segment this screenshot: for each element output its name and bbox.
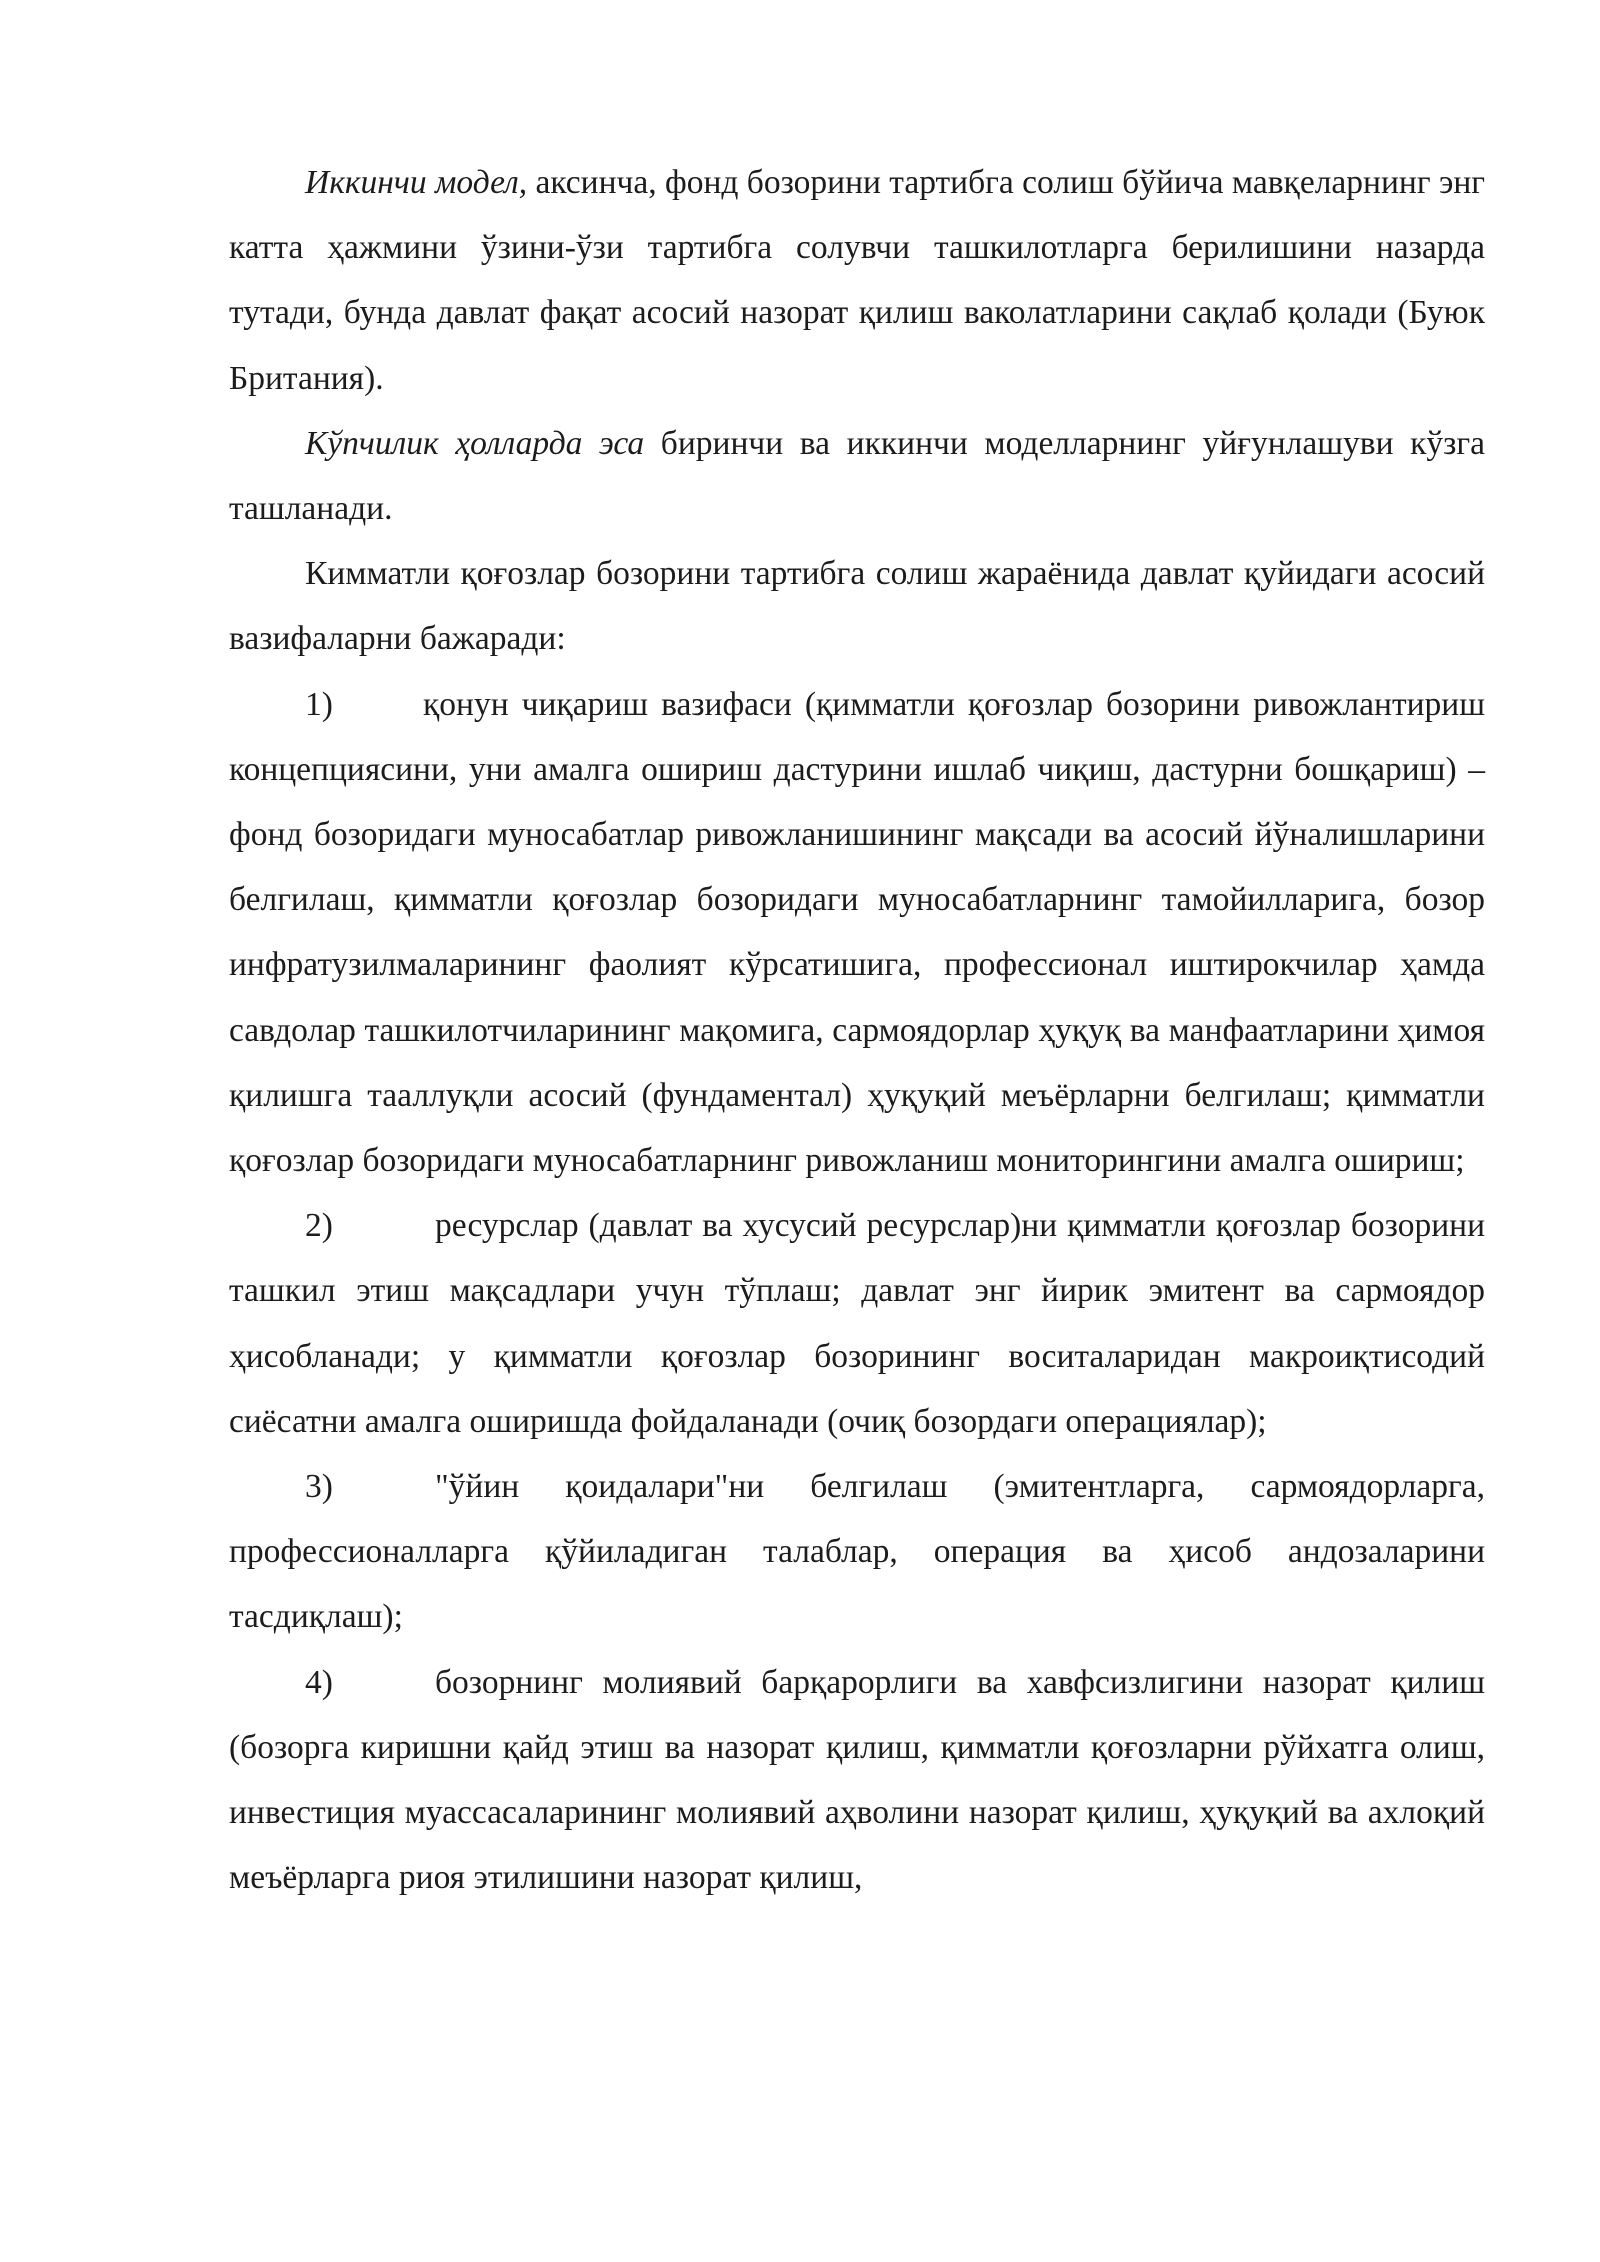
list-item-text: қонун чиқариш вазифаси (қимматли қоғозлар бозорини ривожлантириш концепциясини, уни амалга ошириш дастурини ишлаб чиқиш, дастурни бошқариш) – фонд бозоридаги муносабатлар ривожланишининг мақсади ва асосий йўналишларини белгилаш, қимматли қоғозлар бозоридаги муносабатларнинг тамойилларига, бозор инфратузилмаларининг фаолият кўрсатишига, профессионал иштирокчилар ҳамда савдолар ташкилотчиларининг мақомига, сармоядорлар ҳуқуқ ва манфаатларини ҳимоя қилишга тааллуқли асосий (фундаментал) ҳуқуқий меъёрларни белгилаш; қимматли қоғозлар бозоридаги муносабатларнинг ривожланиш мониторингини амалга ошириш; (229, 685, 1485, 1180)
list-item-number: 3) (305, 1468, 333, 1506)
paragraph-combined-models (229, 411, 1485, 541)
list-item-2 (229, 1193, 1485, 1454)
paragraph-second-model (229, 150, 1485, 411)
list-item-3 (229, 1454, 1485, 1650)
list-item-number: 4) (305, 1663, 333, 1701)
list-item-number: 2) (305, 1207, 333, 1245)
list-item-4 (229, 1650, 1485, 1911)
document-body (229, 150, 1485, 1910)
italic-phrase-second-model: Иккинчи модел, (305, 164, 528, 201)
list-item-1 (229, 672, 1485, 1194)
list-item-text: ресурслар (давлат ва хусусий ресурслар)ни қимматли қоғозлар бозорини ташкил этиш мақсадлари учун тўплаш; давлат энг йирик эмитент ва сармоядор ҳисобланади; у қимматли қоғозлар бозорининг воситаларидан макроиқтисодий сиёсатни амалга оширишда фойдаланади (очиқ бозордаги операциялар); (229, 1207, 1485, 1440)
italic-phrase-most-cases: Кўпчилик ҳолларда эса (305, 424, 645, 462)
paragraph-text: аксинча, фонд бозорини тартибга солиш бўйича мавқеларнинг энг катта ҳажмини ўзини-ўзи тартибга солувчи ташкилотларга берилишини назарда тутади, бунда давлат фақат асосий назорат қилиш ваколатларини сақлаб қолади (Буюк Британия). (229, 164, 1485, 397)
list-item-number: 1) (305, 685, 333, 723)
paragraph-text: биринчи ва иккинчи моделларнинг уйғунлашуви кўзга ташланади. (229, 424, 1486, 528)
list-item-text: бозорнинг молиявий барқарорлиги ва хавфсизлигини назорат қилиш (бозорга киришни қайд этиш ва назорат қилиш, қимматли қоғозларни рўйхатга олиш, инвестиция муассасаларининг молиявий аҳволини назорат қилиш, ҳуқуқий ва ахлоқий меъёрларга риоя этилишини назорат қилиш, (229, 1663, 1485, 1897)
list-item-text: "ўйин қоидалари"ни белгилаш (эмитентларга, сармоядорларга, профессионалларга қўйиладиган талаблар, операция ва ҳисоб андозаларини тасдиқлаш); (229, 1468, 1485, 1636)
paragraph-state-functions-intro: Кимматли қоғозлар бозорини тартибга солиш жараёнида давлат қуйидаги асосий вазифаларни бажаради: (229, 555, 1485, 658)
